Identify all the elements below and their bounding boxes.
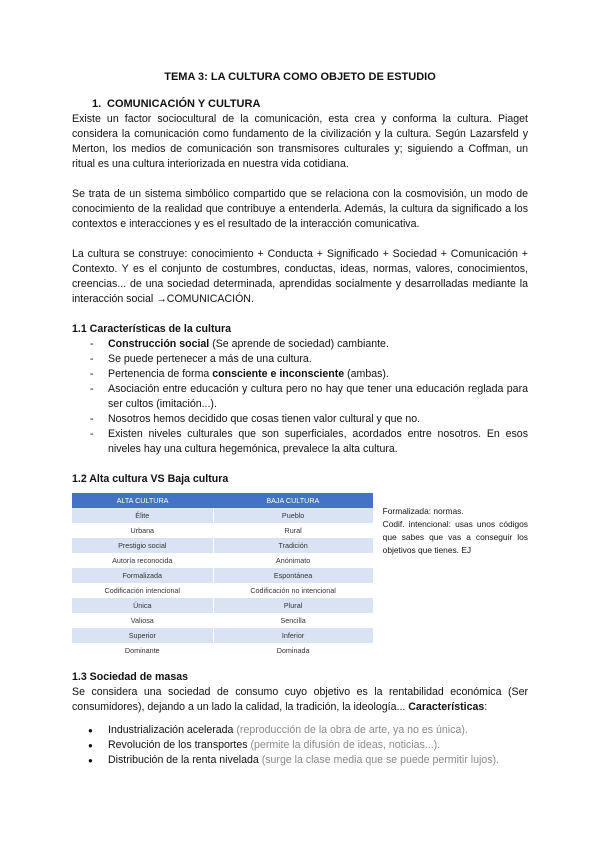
cell-baja: Rural <box>213 523 373 538</box>
culture-comparison <box>72 493 528 658</box>
cell-alta: Dominante <box>72 643 213 658</box>
table-row <box>72 553 373 568</box>
cell-baja: Inferior <box>213 628 373 643</box>
cell-baja: Sencilla <box>213 613 373 628</box>
section-1-2-heading: 1.2 Alta cultura VS Baja cultura <box>72 473 229 485</box>
section-1-paragraph-1: Existe un factor sociocultural de la comunicación, esta crea y conforma la cultura. Piaget considera la comunicación como fundamento de la civilización y la cultura. Según Lazarsfeld y Merton, los medios de comunicación son transmisores culturales y; siguiendo a Coffman, un ritual es una cultura interiorizada en nuestra vida cotidiana. <box>72 113 528 170</box>
list-item: ● Industrialización acelerada (reproducción de la obra de arte, ya no es única). <box>72 723 528 738</box>
list-item: - Existen niveles culturales que son superficiales, acordados entre nosotros. En esos niveles hay una cultura hegemónica, prevalece la alta cultura. <box>72 427 528 457</box>
cell-alta: Urbana <box>72 523 213 538</box>
section-1-3-paragraph: Se considera una sociedad de consumo cuyo objetivo es la rentabilidad económica (Ser consumidores), dejando a un lado la calidad, la tradición, la ideología... Características: <box>72 686 528 713</box>
section-1-paragraph-2: Se trata de un sistema simbólico compartido que se relaciona con la cosmovisión, un modo de conocimiento de la realidad que contribuye a entenderla. Además, la cultura da significado a los contextos e interacciones y es el resultado de la interacción comunicativa. <box>72 188 528 230</box>
cell-alta: Prestigio social <box>72 538 213 553</box>
cell-baja: Plural <box>213 598 373 613</box>
list-item: ● Revolución de los transportes (permite la difusión de ideas, noticias...). <box>72 738 528 753</box>
table-row <box>72 523 373 538</box>
cell-alta: Formalizada <box>72 568 213 583</box>
table-row <box>72 538 373 553</box>
table-row <box>72 613 373 628</box>
table-row <box>72 583 373 598</box>
list-item: - Construcción social (Se aprende de sociedad) cambiante. <box>72 337 528 352</box>
cell-baja: Codificación no intencional <box>213 583 373 598</box>
section-1-heading <box>72 97 528 112</box>
column-header-alta: ALTA CULTURA <box>72 493 213 508</box>
list-item: ● Distribución de la renta nivelada (surge la clase media que se puede permitir lujos). <box>72 753 528 768</box>
section-1-title: COMUNICACIÓN Y CULTURA <box>107 98 261 110</box>
table-row <box>72 643 373 658</box>
document-page <box>72 70 528 768</box>
side-note-1: Formalizada: normas. <box>382 506 464 516</box>
cell-alta: Autoría reconocida <box>72 553 213 568</box>
table-row <box>72 568 373 583</box>
section-1-3-heading: 1.3 Sociedad de masas <box>72 671 189 683</box>
list-item: - Se puede pertenecer a más de una cultura. <box>72 352 528 367</box>
cell-alta: Valiosa <box>72 613 213 628</box>
section-1-number: 1. <box>92 98 102 110</box>
cell-alta: Codificación intencional <box>72 583 213 598</box>
column-header-baja: BAJA CULTURA <box>213 493 373 508</box>
cell-baja: Tradición <box>213 538 373 553</box>
list-item: - Asociación entre educación y cultura pero no hay que tener una educación reglada para ser cultos (imitación...). <box>72 382 528 412</box>
cell-baja: Anónimato <box>213 553 373 568</box>
page-title: TEMA 3: LA CULTURA COMO OBJETO DE ESTUDIO <box>164 71 436 83</box>
section-1-1-heading: 1.1 Características de la cultura <box>72 323 231 335</box>
cell-alta: Élite <box>72 508 213 523</box>
characteristics-list <box>72 337 528 457</box>
table-side-note <box>383 505 528 658</box>
cell-alta: Única <box>72 598 213 613</box>
list-item: - Nosotros hemos decidido que cosas tienen valor cultural y que no. <box>72 412 528 427</box>
table-row <box>72 508 373 523</box>
culture-table <box>72 493 373 658</box>
cell-baja: Pueblo <box>213 508 373 523</box>
cell-baja: Dominada <box>213 643 373 658</box>
table-row <box>72 598 373 613</box>
table-row <box>72 628 373 643</box>
mass-society-list <box>72 723 528 768</box>
section-1-paragraph-3: La cultura se construye: conocimiento + Conducta + Significado + Sociedad + Comunicación + Contexto. Y es el conjunto de costumbres, conductas, ideas, normas, valores, conocimientos, creencias... de una sociedad determinada, aprendidas socialmente y desarrolladas mediante la interacción social →COMUNICACIÓN. <box>72 248 528 305</box>
side-note-2: Codif. intencional: usas unos códigos que sabes que vas a conseguir los objetivos que tienes. EJ <box>382 519 528 555</box>
list-item: - Pertenencia de forma consciente e inconsciente (ambas). <box>72 367 528 382</box>
cell-baja: Espontánea <box>213 568 373 583</box>
cell-alta: Superior <box>72 628 213 643</box>
